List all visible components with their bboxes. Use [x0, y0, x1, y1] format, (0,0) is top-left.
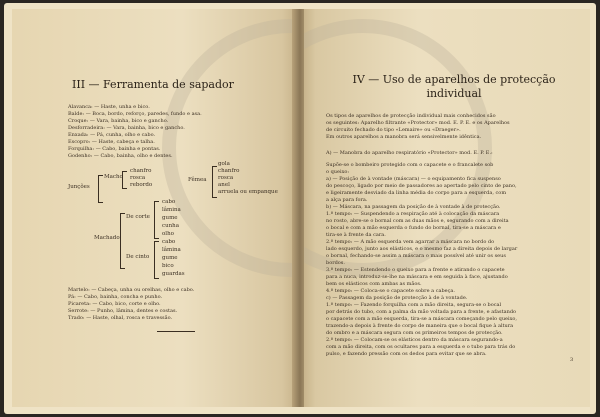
text-line: Os tipos de aparelhos de protecção individual mais conhecidos são	[326, 113, 496, 119]
right-page-title	[324, 73, 584, 101]
text-line: por detrás do tubo, com a palma da mão voltada para a frente, e afastando	[326, 309, 517, 315]
brace	[154, 201, 159, 239]
text-line: a alça para fora.	[326, 197, 368, 203]
tree-item: gume	[162, 255, 178, 261]
text-line: os seguintes: Aparelho filtrante «Protector» mod. E. P. E. e os Aparelhos	[326, 120, 510, 126]
tree-item: lâmina	[162, 207, 181, 213]
tree-de-cinto: De cinto	[126, 254, 150, 260]
text-line: 1.º tempo: — Suspendendo a respiração até à colocação da máscara	[326, 211, 500, 217]
list-item: Forquilha: — Cabo, bainha e pontas.	[68, 146, 161, 152]
right-page	[304, 9, 590, 407]
text-line: trazendo-a depois à frente do corpo de maneira que o bocal fique à altura	[326, 323, 514, 329]
tree-item: gola	[218, 161, 230, 167]
tree-item: olho	[162, 231, 174, 237]
list-item: Desforradeira: — Vara, bainha, bico e gancho.	[68, 125, 185, 131]
tree-de-corte: De corte	[126, 214, 150, 220]
watermark-emblem	[162, 19, 296, 277]
tree-femea: Fêmea	[188, 177, 207, 183]
section-heading: A) — Manobra do aparelho respiratório «Protector» mod. E. P. E.:	[326, 150, 493, 156]
text-line: 3.º tempo: — Estendendo o queixo para a frente e atirando o capacete	[326, 267, 505, 273]
tree-item: cunha	[162, 223, 179, 229]
text-line: b) — Máscara, na passagem da posição de à vontade à de protecção.	[326, 204, 501, 210]
text-line: do ombro e a máscara segura com os primeiros tempos de protecção.	[326, 330, 503, 336]
list-item: Picareta: — Cabo, bico, corte e olho.	[68, 301, 161, 307]
title-line: IV — Uso de aparelhos de protecção	[352, 73, 556, 86]
tree-item: rosca	[130, 175, 146, 181]
brace	[154, 241, 159, 279]
text-line: no rosto, abre-se o bornal com as duas mãos e, segurando com a direita	[326, 218, 509, 224]
list-item: Pá: — Cabo, bainha, concha e punho.	[68, 294, 163, 300]
tree-machado: Machado	[94, 235, 120, 241]
text-line: 2.º tempo: — Colocam-se os elásticos dentro da máscara segurando-a	[326, 337, 503, 343]
tree-macho: Macho	[104, 174, 123, 180]
text-line: com a mão direita, com os ocultares para a esquerda e o tubo para trás do	[326, 344, 516, 350]
left-page	[12, 9, 296, 407]
tree-item: guardas	[162, 271, 185, 277]
text-line: tira-se à frente da cara.	[326, 232, 386, 238]
brace	[98, 175, 103, 203]
text-line: Em outros aparelhos a manobra será sensivelmente idêntica.	[326, 134, 482, 140]
tree-item: gume	[162, 215, 178, 221]
list-item: Godenho: — Cabo, bainha, olho e dentes.	[68, 153, 173, 159]
list-item: Trado: — Haste, olhal, rosca e travessão.	[68, 315, 173, 321]
section-divider	[157, 331, 195, 332]
text-line: o bocal e com a mão esquerda o fundo do bornal, tira-se a máscara e	[326, 225, 501, 231]
list-item: Balde: — Boca, bordo, reforço, paredes, fundo e asa.	[68, 111, 202, 117]
tree-item: rosca	[218, 175, 234, 181]
text-line: a) — Posição de à vontade (máscara) — o equipamento fica suspenso	[326, 176, 501, 182]
brace	[122, 171, 127, 189]
list-item: Martelo: — Cabeça, unha ou orelhas, olho e cabo.	[68, 287, 195, 293]
text-line: do pescoço, ligado por meio de passadores ao apertado pelo cinto de pano,	[326, 183, 517, 189]
list-item: Serrote: — Punho, lâmina, dentes e costas.	[68, 308, 178, 314]
tree-juncoes: Junções	[68, 184, 90, 190]
left-page-title: III — Ferramenta de sapador	[72, 78, 234, 91]
text-line: o queixo:	[326, 169, 350, 175]
text-line: o capacete com a mão esquerda, tira-se a máscara começando pelo queixo,	[326, 316, 518, 322]
text-line: bordos.	[326, 260, 345, 266]
text-line: bem os elásticos com ambas as mãos.	[326, 281, 422, 287]
brace	[212, 166, 217, 198]
open-book	[4, 3, 596, 414]
text-line: lado esquerdo, junto aos elásticos, e o mesmo faz a direita depois de largar	[326, 246, 518, 252]
tree-item: chanfro	[218, 168, 240, 174]
text-line: 4.º tempo: — Coloca-se o capacete sobre a cabeça.	[326, 288, 456, 294]
tree-item: arruela ou empanque	[218, 189, 278, 195]
brace	[120, 213, 125, 269]
text-line: c) — Passagem da posição de protecção à de à vontade.	[326, 295, 468, 301]
text-line: para a nuca, introduz-se-lhe na máscara e em seguida à face, ajustando	[326, 274, 508, 280]
text-line: 1.º tempo: — Fazendo forquilha com a mão direita, segura-se o bocal	[326, 302, 502, 308]
list-item: Croque: — Vara, bainha, bico e gancho.	[68, 118, 169, 124]
text-line: pulso, e fazendo pressão com os dedos para evitar que se abra.	[326, 351, 487, 357]
text-line: de circuito fechado do tipo «Lemaire» ou «Draeger».	[326, 127, 461, 133]
list-item: Alavanca: — Haste, unha e bico.	[68, 104, 150, 110]
text-line: o bornal, fechando-se assim a máscara o mais possível até unir os seus	[326, 253, 506, 259]
tree-item: lâmina	[162, 247, 181, 253]
text-line: Supõe-se o bombeiro protegido com o capacete e o francalete sob	[326, 162, 494, 168]
tree-item: cabo	[162, 239, 176, 245]
title-line: individual	[426, 87, 482, 100]
tree-item: chanfro	[130, 168, 152, 174]
list-item: Escopro: — Haste, cabeça e talha.	[68, 139, 155, 145]
text-line: e ligeiramente desviado da linha média do corpo para a esquerda, com	[326, 190, 507, 196]
text-line: 2.º tempo: — A mão esquerda vem agarrar a máscara no bordo do	[326, 239, 495, 245]
tree-item: bico	[162, 263, 174, 269]
tree-item: anel	[218, 182, 230, 188]
tree-item: cabo	[162, 199, 176, 205]
list-item: Enxada: — Pá, cunha, olho e cabo.	[68, 132, 156, 138]
tree-item: rebordo	[130, 182, 153, 188]
page-number: 3	[570, 357, 574, 363]
